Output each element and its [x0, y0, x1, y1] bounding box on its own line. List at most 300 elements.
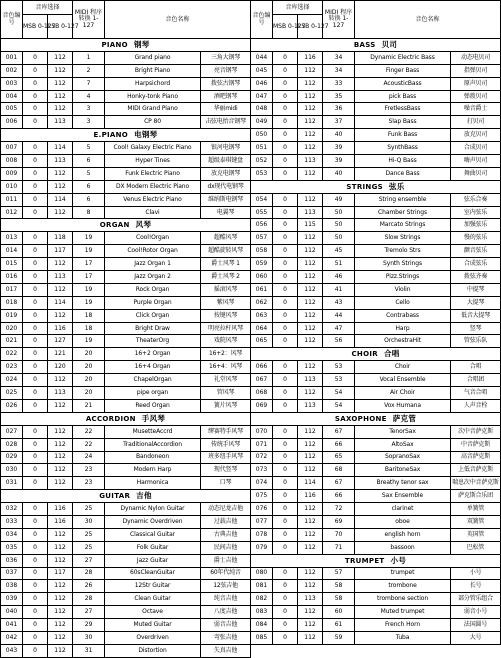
- lsb-value: 114: [48, 193, 73, 206]
- voice-name-en: Reed Organ: [105, 399, 201, 412]
- voice-row: [251, 593, 501, 606]
- voice-row: [1, 348, 251, 361]
- msb-value: 0: [23, 541, 48, 554]
- midi-program: 18: [73, 309, 105, 322]
- voice-number: 028: [1, 438, 23, 451]
- voice-name-en: Sax Ensemble: [355, 490, 451, 503]
- lsb-value: 112: [298, 90, 323, 103]
- header-voice-name: 音色名称: [355, 1, 501, 39]
- lsb-value: 112: [48, 206, 73, 219]
- msb-value: 0: [273, 631, 298, 644]
- lsb-value: 127: [48, 335, 73, 348]
- midi-program: 66: [323, 490, 355, 503]
- voice-name-zh: 中音萨克斯: [451, 438, 501, 451]
- voice-row: [251, 425, 501, 438]
- voice-row: [251, 258, 501, 271]
- voice-row: [251, 490, 501, 503]
- voice-name-zh: 弦乐合奏: [451, 193, 501, 206]
- voice-name-zh: 舞曲贝司: [451, 167, 501, 180]
- midi-program: 6: [73, 180, 105, 193]
- voice-name-zh: 爵士风琴 1: [201, 258, 251, 271]
- lsb-value: 112: [48, 464, 73, 477]
- midi-program: 50: [323, 206, 355, 219]
- msb-value: 0: [23, 193, 48, 206]
- voice-name-zh: 超酷风琴: [201, 232, 251, 245]
- section-name-en: TRUMPET: [344, 556, 385, 565]
- msb-value: 0: [23, 619, 48, 632]
- voice-row: [251, 399, 501, 412]
- midi-program: 19: [73, 335, 105, 348]
- voice-number: 024: [1, 374, 23, 387]
- msb-value: 0: [23, 283, 48, 296]
- voice-row: [1, 51, 251, 64]
- msb-value: 0: [273, 219, 298, 232]
- header-midi-program: MIDI 程序转换 1-127: [323, 1, 355, 39]
- voice-number: 025: [1, 387, 23, 400]
- lsb-value: 112: [48, 309, 73, 322]
- voice-number: 003: [1, 77, 23, 90]
- voice-row: [1, 206, 251, 219]
- voice-name-zh: 传统手风琴: [201, 438, 251, 451]
- section-header: [1, 412, 251, 425]
- voice-number: 085: [251, 631, 273, 644]
- voice-name-zh: 击弦电抬音钢琴: [201, 116, 251, 129]
- voice-row: [251, 619, 501, 632]
- section-header: [251, 180, 501, 193]
- lsb-value: 112: [48, 283, 73, 296]
- lsb-value: 112: [298, 541, 323, 554]
- voice-name-zh: 爵士吉他: [201, 554, 251, 567]
- voice-name-en: Cool!Rotor Organ: [105, 245, 201, 258]
- lsb-value: 117: [48, 567, 73, 580]
- midi-program: 51: [323, 258, 355, 271]
- midi-program: 50: [323, 232, 355, 245]
- voice-row: [1, 451, 251, 464]
- lsb-value: 112: [48, 51, 73, 64]
- voice-name-zh: 管风琴: [201, 387, 251, 400]
- section-name-en: PIANO: [101, 40, 128, 49]
- voice-name-en: Muted trumpet: [355, 606, 451, 619]
- msb-value: 0: [23, 451, 48, 464]
- voice-name-zh: 弯张吉他: [201, 631, 251, 644]
- voice-name-zh: 缪赛特手风琴: [201, 425, 251, 438]
- lsb-value: 116: [48, 322, 73, 335]
- voice-name-en: SynthBass: [355, 142, 451, 155]
- midi-program: 8: [73, 206, 105, 219]
- voice-row: [251, 631, 501, 644]
- voice-name-zh: 摇滚风琴: [201, 283, 251, 296]
- section-name-en: BASS: [353, 40, 376, 49]
- voice-name-en: Jazz Organ 1: [105, 258, 201, 271]
- voice-row: [1, 503, 251, 516]
- voice-number: 018: [1, 296, 23, 309]
- voice-name-zh: 部分管乐组合: [451, 593, 501, 606]
- lsb-value: 112: [298, 528, 323, 541]
- midi-program: 65: [323, 451, 355, 464]
- lsb-value: 113: [48, 271, 73, 284]
- lsb-value: 112: [298, 387, 323, 400]
- voice-row: [251, 541, 501, 554]
- voice-name-zh: 次中音萨克斯: [451, 425, 501, 438]
- midi-program: 3: [73, 103, 105, 116]
- midi-program: 22: [73, 438, 105, 451]
- voice-row: [251, 528, 501, 541]
- midi-program: 19: [73, 232, 105, 245]
- lsb-value: 112: [48, 528, 73, 541]
- voice-name-en: DX Modern Electric Piano: [105, 180, 201, 193]
- table-header: [251, 1, 501, 39]
- msb-value: 0: [23, 116, 48, 129]
- voice-name-zh: 礼堂风琴: [201, 374, 251, 387]
- voice-row: [1, 232, 251, 245]
- voice-number: 071: [251, 438, 273, 451]
- voice-name-zh: 合唱团: [451, 374, 501, 387]
- voice-name-en: Rock Organ: [105, 283, 201, 296]
- voice-number: 036: [1, 554, 23, 567]
- voice-row: [1, 464, 251, 477]
- voice-name-en: Harpsichord: [105, 77, 201, 90]
- lsb-value: 114: [298, 477, 323, 490]
- voice-name-zh: 喘息次中音萨克斯: [451, 477, 501, 490]
- midi-program: 57: [323, 567, 355, 580]
- section-header: [251, 412, 501, 425]
- lsb-value: 112: [298, 619, 323, 632]
- voice-row: [251, 271, 501, 284]
- voice-name-en: TenorSax: [355, 425, 451, 438]
- voice-rows: [1, 39, 251, 658]
- voice-number: 042: [1, 631, 23, 644]
- voice-name-en: Jazz Organ 2: [105, 271, 201, 284]
- voice-number: 002: [1, 64, 23, 77]
- voice-name-en: english horn: [355, 528, 451, 541]
- voice-name-zh: 弹拨贝司: [451, 90, 501, 103]
- voice-row: [1, 245, 251, 258]
- msb-value: 0: [23, 567, 48, 580]
- voice-name-en: Hyper Tines: [105, 155, 201, 168]
- voice-number: 029: [1, 451, 23, 464]
- midi-program: 54: [323, 399, 355, 412]
- voice-name-en: FretlessBass: [355, 103, 451, 116]
- section-name-en: STRINGS: [346, 182, 383, 191]
- section-header: [251, 39, 501, 52]
- voice-row: [1, 399, 251, 412]
- msb-value: 0: [273, 451, 298, 464]
- msb-value: 0: [23, 296, 48, 309]
- lsb-value: 112: [298, 580, 323, 593]
- voice-name-zh: 超级泰琪键盘: [201, 155, 251, 168]
- section-name-en: SAXOPHONE: [334, 414, 387, 423]
- msb-value: 0: [273, 606, 298, 619]
- voice-row: [251, 477, 501, 490]
- voice-number: 072: [251, 451, 273, 464]
- lsb-value: 113: [298, 593, 323, 606]
- voice-name-en: Synth Strings: [355, 258, 451, 271]
- midi-program: 26: [73, 580, 105, 593]
- voice-number: 001: [1, 51, 23, 64]
- voice-row: [251, 167, 501, 180]
- lsb-value: 112: [298, 515, 323, 528]
- msb-value: 0: [23, 232, 48, 245]
- lsb-value: 117: [48, 245, 73, 258]
- msb-value: 0: [23, 155, 48, 168]
- header-msb: MSB 0-127: [273, 15, 298, 39]
- voice-number: 055: [251, 206, 273, 219]
- voice-name-zh: 竖琴: [451, 322, 501, 335]
- voice-row: [1, 193, 251, 206]
- midi-program: 46: [323, 271, 355, 284]
- voice-name-zh: 长号: [451, 580, 501, 593]
- voice-row: [251, 103, 501, 116]
- voice-number: 081: [251, 580, 273, 593]
- msb-value: 0: [23, 644, 48, 657]
- msb-value: 0: [23, 580, 48, 593]
- section-title: [1, 412, 251, 425]
- voice-name-zh: 酒吧钢琴: [201, 90, 251, 103]
- midi-program: 69: [323, 515, 355, 528]
- header-msb: MSB 0-127: [23, 15, 48, 39]
- lsb-value: 114: [48, 142, 73, 155]
- voice-name-zh: 拨弦齐奏: [451, 271, 501, 284]
- voice-name-zh: 小号: [451, 567, 501, 580]
- section-name-en: GUITAR: [99, 492, 131, 501]
- section-name-en: E.PIANO: [93, 131, 129, 140]
- midi-program: 36: [323, 103, 355, 116]
- voice-name-zh: 气音合唱: [451, 387, 501, 400]
- voice-name-en: Octave: [105, 606, 201, 619]
- midi-program: 1: [73, 51, 105, 64]
- voice-row: [251, 515, 501, 528]
- voice-row: [1, 155, 251, 168]
- section-name-zh: 电钢琴: [134, 130, 158, 140]
- voice-name-zh: 弱音小号: [451, 606, 501, 619]
- midi-program: 71: [323, 541, 355, 554]
- midi-program: 34: [323, 51, 355, 64]
- lsb-value: 112: [298, 193, 323, 206]
- voice-row: [1, 309, 251, 322]
- midi-program: 7: [73, 77, 105, 90]
- midi-program: 40: [323, 129, 355, 142]
- lsb-value: 112: [48, 399, 73, 412]
- voice-row: [1, 322, 251, 335]
- voice-number: 057: [251, 232, 273, 245]
- midi-program: 35: [323, 90, 355, 103]
- msb-value: 0: [23, 271, 48, 284]
- msb-value: 0: [23, 322, 48, 335]
- section-name-zh: 钢琴: [133, 39, 150, 49]
- msb-value: 0: [273, 503, 298, 516]
- midi-program: 17: [73, 258, 105, 271]
- lsb-value: 112: [298, 129, 323, 142]
- voice-name-en: 60sCleanGuitar: [105, 567, 201, 580]
- lsb-value: 112: [48, 180, 73, 193]
- msb-value: 0: [273, 155, 298, 168]
- voice-name-zh: 放克贝司: [451, 129, 501, 142]
- voice-name-zh: 拨弦古钢琴: [201, 77, 251, 90]
- msb-value: 0: [273, 64, 298, 77]
- msb-value: 0: [273, 206, 298, 219]
- section-title: [1, 219, 251, 232]
- lsb-value: 112: [298, 631, 323, 644]
- voice-number: 063: [251, 309, 273, 322]
- voice-name-en: Vox Humana: [355, 399, 451, 412]
- voice-number: 058: [251, 245, 273, 258]
- voice-name-en: SopranoSax: [355, 451, 451, 464]
- midi-program: 5: [73, 167, 105, 180]
- msb-value: 0: [273, 374, 298, 387]
- voice-name-en: Chamber Strings: [355, 206, 451, 219]
- voice-name-zh: 颤音弦乐: [451, 245, 501, 258]
- midi-program: 54: [323, 387, 355, 400]
- voice-number: 075: [251, 490, 273, 503]
- header-voice-name: 音色名称: [105, 1, 251, 39]
- voice-number: 051: [251, 142, 273, 155]
- lsb-value: 116: [298, 490, 323, 503]
- voice-name-zh: 八度吉他: [201, 606, 251, 619]
- voice-name-en: Contrabass: [355, 309, 451, 322]
- msb-value: 0: [273, 296, 298, 309]
- lsb-value: 112: [298, 271, 323, 284]
- voice-row: [251, 309, 501, 322]
- voice-name-zh: 班多纽手风琴: [201, 451, 251, 464]
- voice-name-zh: 法国圆号: [451, 619, 501, 632]
- msb-value: 0: [273, 103, 298, 116]
- midi-program: 19: [73, 283, 105, 296]
- voice-name-en: Violin: [355, 283, 451, 296]
- voice-name-en: Funk Bass: [355, 129, 451, 142]
- voice-name-zh: 巴松管: [451, 541, 501, 554]
- midi-program: 37: [323, 116, 355, 129]
- voice-name-en: oboe: [355, 515, 451, 528]
- msb-value: 0: [273, 490, 298, 503]
- voice-name-zh: 过载吉他: [201, 515, 251, 528]
- voice-name-en: TraditionalAccordion: [105, 438, 201, 451]
- msb-value: 0: [23, 399, 48, 412]
- voice-number: 041: [1, 619, 23, 632]
- voice-row: [251, 464, 501, 477]
- msb-value: 0: [273, 232, 298, 245]
- msb-value: 0: [23, 64, 48, 77]
- voice-number: 019: [1, 309, 23, 322]
- voice-number: 073: [251, 464, 273, 477]
- midi-program: 60: [323, 606, 355, 619]
- section-title: [1, 490, 251, 503]
- voice-number: 054: [251, 193, 273, 206]
- lsb-value: 112: [298, 451, 323, 464]
- voice-name-zh: 指弹贝司: [451, 64, 501, 77]
- msb-value: 0: [23, 464, 48, 477]
- voice-name-zh: 放克电钢琴: [201, 167, 251, 180]
- voice-row: [251, 322, 501, 335]
- section-name-en: ACCORDION: [85, 414, 136, 423]
- midi-program: 29: [73, 619, 105, 632]
- voice-name-zh: 现代竖琴: [201, 464, 251, 477]
- section-header: [251, 348, 501, 361]
- voice-number: 076: [251, 503, 273, 516]
- midi-program: 72: [323, 503, 355, 516]
- lsb-value: 112: [48, 438, 73, 451]
- midi-program: 28: [73, 593, 105, 606]
- midi-program: 30: [73, 515, 105, 528]
- voice-row: [251, 142, 501, 155]
- lsb-value: 112: [298, 142, 323, 155]
- lsb-value: 112: [48, 425, 73, 438]
- voice-number: 067: [251, 374, 273, 387]
- voice-name-en: Muted Guitar: [105, 619, 201, 632]
- voice-name-en: 16+4 Organ: [105, 361, 201, 374]
- midi-program: 59: [323, 631, 355, 644]
- midi-program: 70: [323, 528, 355, 541]
- voice-name-zh: 英国管: [451, 528, 501, 541]
- voice-name-zh: dx现代电钢琴: [201, 180, 251, 193]
- voice-name-zh: 纯音吉他: [201, 593, 251, 606]
- msb-value: 0: [23, 477, 48, 490]
- voice-name-en: Dynamic Overdriven: [105, 515, 201, 528]
- lsb-value: 112: [48, 580, 73, 593]
- lsb-value: 121: [48, 348, 73, 361]
- lsb-value: 112: [48, 103, 73, 116]
- voice-row: [1, 541, 251, 554]
- voice-name-en: Air Choir: [355, 387, 451, 400]
- header-lsb: LSB 0-127: [298, 15, 323, 39]
- lsb-value: 113: [298, 155, 323, 168]
- voice-number: 061: [251, 283, 273, 296]
- voice-row: [1, 103, 251, 116]
- msb-value: 0: [23, 528, 48, 541]
- midi-program: 4: [73, 90, 105, 103]
- voice-name-en: Folk Guitar: [105, 541, 201, 554]
- section-name-zh: 合唱: [383, 349, 400, 359]
- voice-number: 050: [251, 129, 273, 142]
- msb-value: 0: [273, 245, 298, 258]
- voice-row: [1, 554, 251, 567]
- msb-value: 0: [273, 399, 298, 412]
- voice-name-zh: 12弦吉他: [201, 580, 251, 593]
- voice-row: [251, 580, 501, 593]
- lsb-value: 114: [48, 296, 73, 309]
- voice-row: [1, 296, 251, 309]
- voice-name-zh: 单簧管: [451, 503, 501, 516]
- msb-value: 0: [273, 51, 298, 64]
- voice-name-en: Clavi: [105, 206, 201, 219]
- voice-row: [251, 116, 501, 129]
- midi-program: 27: [73, 606, 105, 619]
- voice-name-zh: 超酷旋转风琴: [201, 245, 251, 258]
- msb-value: 0: [23, 245, 48, 258]
- voice-name-zh: 弱音吉他: [201, 619, 251, 632]
- msb-value: 0: [273, 322, 298, 335]
- lsb-value: 112: [298, 464, 323, 477]
- voice-row: [1, 271, 251, 284]
- voice-name-en: AcousticBass: [355, 77, 451, 90]
- midi-program: 47: [323, 322, 355, 335]
- section-name-zh: 吉他: [136, 491, 152, 501]
- voice-number: 044: [251, 51, 273, 64]
- lsb-value: 112: [298, 64, 323, 77]
- voice-name-en: clarinet: [355, 503, 451, 516]
- midi-program: 58: [323, 593, 355, 606]
- voice-name-zh: 民间吉他: [201, 541, 251, 554]
- voice-number: 084: [251, 619, 273, 632]
- midi-program: 19: [73, 296, 105, 309]
- voice-name-en: ChapelOrgan: [105, 374, 201, 387]
- midi-program: 53: [323, 374, 355, 387]
- voice-row: [1, 64, 251, 77]
- voice-name-zh: 人声音栓: [451, 399, 501, 412]
- section-title: [1, 39, 251, 52]
- midi-program: 19: [73, 245, 105, 258]
- voice-name-zh: 合唱: [451, 361, 501, 374]
- voice-number: 022: [1, 348, 23, 361]
